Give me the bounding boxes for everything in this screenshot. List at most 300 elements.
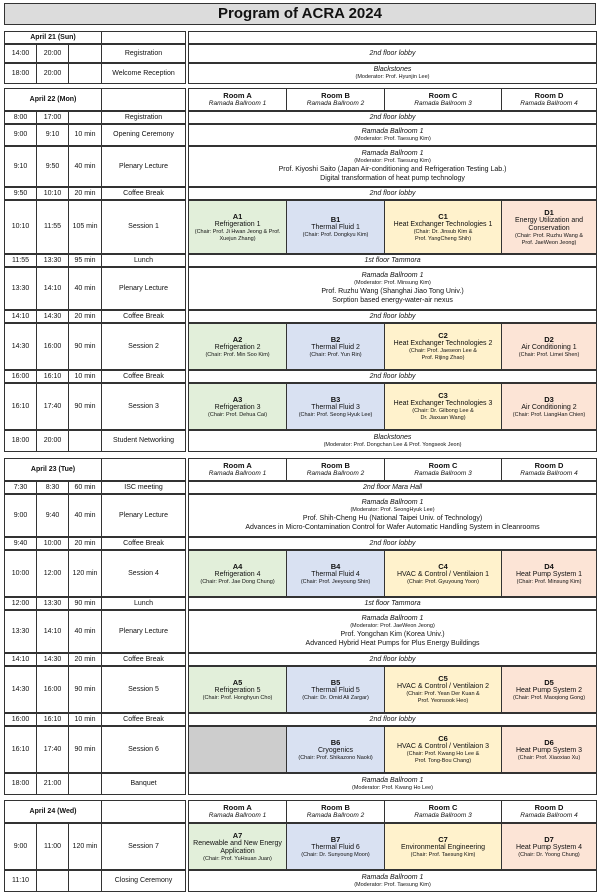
schedule-row (5, 371, 597, 383)
venue-text: 1st floor Tammora (364, 599, 421, 607)
schedule-row (5, 125, 597, 146)
session-title: Air Conditioning 1 (521, 343, 577, 351)
session-chair: (Chair: Prof. LiangHan Chien) (512, 411, 586, 418)
event-name: Lunch (102, 598, 186, 610)
event-details (189, 112, 597, 124)
session-title: Refrigeration 3 (214, 403, 261, 411)
venue-text: Ramada Ballroom 1 (361, 499, 424, 506)
event-name: Plenary Lecture (102, 611, 186, 653)
session-id: A5 (232, 677, 243, 687)
event-details (189, 654, 597, 666)
end-time: 9:10 (37, 125, 69, 146)
schedule-row (5, 714, 597, 726)
day-table (4, 458, 597, 795)
session-chair: (Chair: Dr. Yoong Chung) (518, 851, 580, 858)
lecture-text: Advances in Micro-Contamination Control for Wafer Automatic Handling System in Cleanrooms (245, 524, 540, 531)
session-id: D6 (544, 737, 554, 747)
event-details (189, 268, 597, 310)
session-title: Conservation (528, 224, 570, 232)
event-name: Coffee Break (102, 188, 186, 200)
schedule-row (5, 654, 597, 666)
session-id: B2 (330, 334, 341, 344)
room-venue: Ramada Ballroom 4 (520, 812, 578, 819)
end-time: 16:10 (37, 371, 69, 383)
end-time: 13:30 (37, 255, 69, 267)
venue-text: 2nd floor lobby (369, 715, 416, 723)
duration: 40 min (69, 611, 102, 653)
session-id: B7 (330, 834, 341, 844)
event-name: Coffee Break (102, 654, 186, 666)
duration: 90 min (69, 324, 102, 370)
session-id: A1 (232, 211, 243, 221)
session-title: Refrigeration 2 (214, 343, 261, 351)
room-header (502, 801, 597, 823)
venue-text: Ramada Ballroom 1 (361, 873, 424, 881)
room-header (502, 459, 597, 481)
session-cell-empty (189, 727, 287, 773)
schedule-row (5, 45, 597, 63)
moderator-text: (Moderator: Prof. Kwang Ho Lee) (352, 784, 434, 791)
end-time: 20:00 (37, 45, 69, 63)
session-title: Environmental Engineering (400, 843, 486, 851)
session-chair: (Chair: Dr. Omid Ali Zargar) (302, 694, 369, 701)
session-chair: (Chair: Prof. Taesung Kim) (410, 851, 476, 858)
session-id: D4 (544, 561, 554, 571)
event-details (189, 431, 597, 452)
day-header-row (5, 32, 597, 44)
duration: 90 min (69, 598, 102, 610)
event-name: Plenary Lecture (102, 268, 186, 310)
duration (69, 45, 102, 63)
day-label: April 21 (Sun) (5, 32, 102, 44)
end-time: 14:30 (37, 654, 69, 666)
day-label: April 23 (Tue) (5, 459, 102, 481)
end-time: 10:10 (37, 188, 69, 200)
duration: 40 min (69, 268, 102, 310)
session-title: Energy Utilization and (514, 216, 584, 224)
lecture-text: Prof. Kiyoshi Saito (Japan Air-conditioning and Refrigeration Testing Lab.) (278, 166, 507, 173)
lecture-text: Prof. Shih-Cheng Hu (National Taipei Univ. of Technology) (302, 515, 483, 522)
event-name: ISC meeting (102, 482, 186, 494)
session-cell (287, 384, 385, 430)
header-rooms-blank (189, 32, 597, 44)
duration: 90 min (69, 727, 102, 773)
duration (69, 431, 102, 452)
start-time: 16:10 (5, 384, 37, 430)
schedule-row (5, 268, 597, 310)
event-details (189, 147, 597, 187)
session-cell (385, 727, 502, 773)
start-time: 14:10 (5, 654, 37, 666)
duration: 90 min (69, 667, 102, 713)
room-name: Room B (321, 461, 350, 470)
schedule-row (5, 311, 597, 323)
session-chair: (Chair: Prof. Jae Dong Chung) (200, 578, 275, 585)
schedule-row (5, 611, 597, 653)
session-title: Thermal Fluid 4 (311, 570, 360, 578)
room-header (385, 459, 502, 481)
session-cell (189, 824, 287, 870)
session-cell (287, 324, 385, 370)
event-name: Opening Ceremony (102, 125, 186, 146)
duration: 120 min (69, 551, 102, 597)
session-id: C5 (438, 674, 448, 683)
start-time: 16:00 (5, 371, 37, 383)
start-time: 18:00 (5, 774, 37, 795)
room-name: Room D (534, 803, 564, 812)
session-chair: (Chair: Prof. Dongkyu Kim) (302, 232, 369, 238)
venue-text: 2nd floor lobby (369, 372, 416, 380)
day-table (4, 800, 597, 892)
event-details (189, 371, 597, 383)
room-name: Room D (534, 461, 564, 470)
schedule-row (5, 538, 597, 550)
start-time: 16:10 (5, 727, 37, 773)
header-event-blank (102, 32, 186, 44)
start-time: 16:00 (5, 714, 37, 726)
room-name: Room A (223, 91, 252, 100)
session-chair: (Chair: Dr. Gilbong Lee & (412, 408, 474, 414)
event-name: Banquet (102, 774, 186, 795)
session-title: Thermal Fluid 5 (311, 686, 360, 694)
start-time: 10:00 (5, 551, 37, 597)
moderator-text: (Moderator: Prof. Taesung Kim) (354, 135, 431, 142)
session-chair: (Chair: Prof. Kwang Ho Lee & (406, 751, 480, 757)
room-header (287, 89, 385, 111)
event-name: Welcome Reception (102, 64, 186, 84)
session-row (5, 727, 597, 773)
duration: 105 min (69, 201, 102, 254)
end-time: 17:40 (37, 727, 69, 773)
session-cell (385, 551, 502, 597)
session-cell (287, 667, 385, 713)
end-time: 16:00 (37, 324, 69, 370)
event-details (189, 714, 597, 726)
end-time: 14:10 (37, 611, 69, 653)
room-venue: Ramada Ballroom 3 (414, 100, 472, 107)
schedule-row (5, 64, 597, 84)
session-id: A2 (232, 334, 243, 344)
event-name: Session 7 (102, 824, 186, 870)
event-name: Plenary Lecture (102, 147, 186, 187)
session-chair: (Chair: Prof. Minsung Kim) (516, 578, 582, 585)
session-cell (502, 324, 597, 370)
venue-text: Blackstones (373, 433, 412, 441)
venue-text: 2nd floor lobby (369, 539, 416, 547)
header-event-blank (102, 801, 186, 823)
event-name: Session 1 (102, 201, 186, 254)
room-venue: Ramada Ballroom 2 (306, 470, 365, 477)
session-id: D2 (544, 334, 554, 344)
end-time: 17:00 (37, 112, 69, 124)
day-label: April 22 (Mon) (5, 89, 102, 111)
end-time: 11:00 (37, 824, 69, 870)
schedule-row (5, 598, 597, 610)
duration: 60 min (69, 482, 102, 494)
header-event-blank (102, 89, 186, 111)
session-title: Application (220, 847, 255, 855)
session-chair: (Chair: Prof. Jaeseon Lee & (409, 348, 477, 354)
session-chair: Prof. Rijing Zhao) (421, 355, 465, 361)
session-cell (287, 824, 385, 870)
schedule-row (5, 255, 597, 267)
duration: 20 min (69, 654, 102, 666)
event-name: Coffee Break (102, 371, 186, 383)
duration: 20 min (69, 311, 102, 323)
header-event-blank (102, 459, 186, 481)
schedule-row (5, 482, 597, 494)
venue-text: 2nd floor Mara Hall (362, 483, 423, 491)
session-title: Refrigeration 1 (214, 220, 261, 228)
schedule-row (5, 871, 597, 892)
session-chair: Prof. Yeonsook Heo) (417, 698, 469, 704)
session-chair: (Chair: Prof. YuHsuan Juan) (203, 855, 272, 862)
session-chair: (Chair: Prof. Ruzhu Wang & (515, 232, 584, 239)
session-chair: Prof. Tong-Bou Chang) (414, 758, 472, 764)
event-name: Registration (102, 45, 186, 63)
session-cell (502, 727, 597, 773)
end-time: 17:40 (37, 384, 69, 430)
start-time: 14:30 (5, 667, 37, 713)
session-cell (502, 384, 597, 430)
event-name: Registration (102, 112, 186, 124)
session-id: C6 (438, 734, 448, 743)
lecture-text: Advanced Hybrid Heat Pumps for Plus Energy Buildings (305, 640, 480, 647)
session-title: HVAC & Control / Ventilaion 2 (396, 683, 490, 690)
session-title: Heat Pump System 2 (515, 686, 583, 694)
session-row (5, 824, 597, 870)
session-title: Air Conditioning 2 (521, 403, 577, 411)
event-name: Session 2 (102, 324, 186, 370)
moderator-text: (Moderator: Prof. SeongHyuk Lee) (350, 507, 435, 513)
session-title: Heat Exchanger Technologies 1 (393, 220, 493, 228)
session-chair: (Chair: Dr. Sunyoung Moon) (301, 851, 370, 858)
duration: 10 min (69, 125, 102, 146)
room-venue: Ramada Ballroom 1 (208, 812, 267, 819)
event-name: Plenary Lecture (102, 495, 186, 537)
room-name: Room C (428, 461, 458, 470)
room-header (189, 801, 287, 823)
session-title: Heat Exchanger Technologies 2 (393, 340, 493, 347)
lecture-text: Prof. Ruzhu Wang (Shanghai Jiao Tong Univ.) (321, 288, 464, 295)
start-time: 18:00 (5, 431, 37, 452)
day-label: April 24 (Wed) (5, 801, 102, 823)
room-header (189, 459, 287, 481)
session-id: B3 (330, 394, 341, 404)
start-time: 11:10 (5, 871, 37, 892)
lecture-text: Prof. Yongchan Kim (Korea Univ.) (340, 631, 445, 638)
event-details (189, 64, 597, 84)
room-header (385, 89, 502, 111)
venue-text: 2nd floor lobby (369, 49, 416, 57)
page-title: Program of ACRA 2024 (4, 3, 596, 25)
start-time: 9:00 (5, 125, 37, 146)
event-details (189, 495, 597, 537)
session-title: Heat Exchanger Technologies 3 (393, 400, 493, 407)
session-cell (385, 324, 502, 370)
venue-text: 2nd floor lobby (369, 189, 416, 197)
room-name: Room C (428, 803, 458, 812)
session-cell (385, 384, 502, 430)
event-details (189, 311, 597, 323)
schedule-row (5, 188, 597, 200)
session-title: Refrigeration 5 (214, 686, 261, 694)
session-cell (189, 667, 287, 713)
session-cell (385, 201, 502, 254)
session-id: D7 (544, 834, 554, 844)
event-name: Lunch (102, 255, 186, 267)
session-cell (287, 201, 385, 254)
session-cell (287, 727, 385, 773)
session-chair: (Chair: Prof. Honghyun Cho) (202, 694, 273, 701)
duration: 20 min (69, 188, 102, 200)
room-venue: Ramada Ballroom 4 (520, 100, 578, 107)
event-name: Session 6 (102, 727, 186, 773)
end-time: 14:30 (37, 311, 69, 323)
session-title: HVAC & Control / Ventilaion 1 (396, 570, 490, 578)
room-name: Room B (321, 803, 350, 812)
start-time: 13:30 (5, 268, 37, 310)
start-time: 18:00 (5, 64, 37, 84)
session-cell (502, 667, 597, 713)
venue-text: Ramada Ballroom 1 (361, 272, 424, 279)
start-time: 14:00 (5, 45, 37, 63)
session-id: C1 (438, 211, 448, 221)
duration (69, 871, 102, 892)
venue-text: Blackstones (373, 66, 412, 73)
venue-text: 2nd floor lobby (369, 113, 416, 121)
session-id: D3 (544, 394, 554, 404)
moderator-text: (Moderator: Prof. Taesung Kim) (354, 881, 431, 888)
end-time: 9:50 (37, 147, 69, 187)
end-time: 9:40 (37, 495, 69, 537)
venue-text: Ramada Ballroom 1 (361, 776, 424, 784)
end-time: 20:00 (37, 431, 69, 452)
day-table (4, 88, 597, 452)
session-cell (385, 824, 502, 870)
venue-text: Ramada Ballroom 1 (361, 615, 424, 622)
session-row (5, 667, 597, 713)
day-header-row (5, 89, 597, 111)
session-cell (189, 324, 287, 370)
event-details (189, 774, 597, 795)
start-time: 9:00 (5, 824, 37, 870)
event-name: Coffee Break (102, 714, 186, 726)
event-details (189, 188, 597, 200)
schedule-row (5, 431, 597, 452)
room-header (287, 459, 385, 481)
event-name: Closing Ceremony (102, 871, 186, 892)
session-id: C2 (438, 331, 448, 340)
venue-text: Ramada Ballroom 1 (361, 150, 424, 157)
start-time: 9:50 (5, 188, 37, 200)
day-header-row (5, 459, 597, 481)
end-time: 16:00 (37, 667, 69, 713)
start-time: 9:10 (5, 147, 37, 187)
room-name: Room C (428, 91, 458, 100)
duration: 40 min (69, 147, 102, 187)
session-chair: Xuejun Zhang) (219, 235, 256, 242)
session-cell (189, 551, 287, 597)
event-details (189, 598, 597, 610)
moderator-text: (Moderator: Prof. Hyunjin Lee) (355, 74, 430, 80)
start-time: 7:30 (5, 482, 37, 494)
end-time: 12:00 (37, 551, 69, 597)
session-chair: Prof. JaeWeon Jeong) (521, 239, 577, 246)
room-header (502, 89, 597, 111)
event-name: Coffee Break (102, 311, 186, 323)
end-time (37, 871, 69, 892)
lecture-text: Sorption based energy-water-air nexus (332, 297, 453, 304)
moderator-text: (Moderator: Prof. Minsung Kim) (354, 280, 431, 286)
session-cell (385, 667, 502, 713)
session-id: B4 (330, 561, 341, 571)
session-title: HVAC & Control / Ventilaion 3 (396, 743, 490, 750)
event-details (189, 45, 597, 63)
start-time: 11:55 (5, 255, 37, 267)
room-header (189, 89, 287, 111)
room-venue: Ramada Ballroom 1 (208, 100, 267, 107)
duration: 120 min (69, 824, 102, 870)
room-header (287, 801, 385, 823)
event-details (189, 125, 597, 146)
session-id: B6 (330, 737, 341, 747)
end-time: 14:10 (37, 268, 69, 310)
session-id: D5 (544, 677, 554, 687)
room-header (385, 801, 502, 823)
session-title: Heat Pump System 3 (515, 746, 583, 754)
event-name: Session 5 (102, 667, 186, 713)
duration (69, 112, 102, 124)
session-id: B5 (330, 677, 341, 687)
room-venue: Ramada Ballroom 2 (306, 812, 365, 819)
room-name: Room A (223, 461, 252, 470)
session-chair: Prof. YangCheng Shih) (415, 235, 472, 242)
session-id: B1 (330, 215, 341, 224)
day-header-row (5, 801, 597, 823)
start-time: 14:10 (5, 311, 37, 323)
session-id: D1 (544, 207, 554, 217)
session-chair: (Chair: Prof. Xiaoxiao Xu) (517, 754, 581, 761)
duration (69, 64, 102, 84)
schedule-row (5, 495, 597, 537)
start-time: 14:30 (5, 324, 37, 370)
event-name: Student Networking (102, 431, 186, 452)
schedule-row (5, 774, 597, 795)
moderator-text: (Moderator: Prof. JaeWeon Jeong) (350, 623, 435, 629)
start-time: 8:00 (5, 112, 37, 124)
end-time: 13:30 (37, 598, 69, 610)
start-time: 10:10 (5, 201, 37, 254)
event-details (189, 538, 597, 550)
day-table (4, 31, 597, 84)
session-chair: (Chair: Prof. Yean Der Kuan & (406, 691, 480, 697)
session-chair: (Chair: Prof. Jeeyoung Shin) (300, 578, 371, 585)
session-title: Renewable and New Energy (193, 839, 282, 847)
session-title: Refrigeration 4 (214, 570, 261, 578)
room-venue: Ramada Ballroom 3 (414, 470, 472, 477)
room-venue: Ramada Ballroom 1 (208, 470, 267, 477)
schedule-row (5, 147, 597, 187)
session-id: C4 (438, 561, 448, 571)
session-id: C3 (438, 391, 448, 400)
room-venue: Ramada Ballroom 2 (306, 100, 365, 107)
session-id: A7 (232, 830, 243, 840)
venue-text: 2nd floor lobby (369, 655, 416, 663)
session-cell (287, 551, 385, 597)
session-cell (502, 201, 597, 254)
session-title: Cryogenics (318, 746, 354, 754)
